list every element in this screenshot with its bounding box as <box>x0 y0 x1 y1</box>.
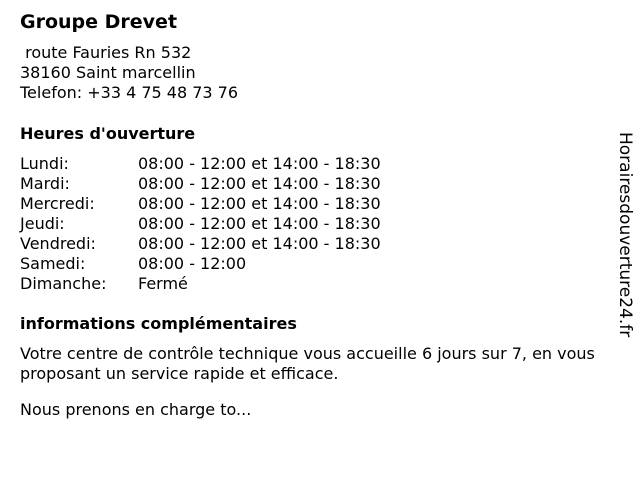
watermark-text: Horairesdouverture24.fr <box>615 132 635 338</box>
day-hours: 08:00 - 12:00 <box>138 254 247 273</box>
day-label: Jeudi: <box>20 214 65 233</box>
page-title: Groupe Drevet <box>20 11 178 33</box>
hours-row-lundi <box>20 154 381 174</box>
day-label: Mercredi: <box>20 194 95 213</box>
address-block <box>20 43 238 103</box>
day-hours: 08:00 - 12:00 et 14:00 - 18:30 <box>138 214 381 233</box>
hours-row-vendredi <box>20 234 381 254</box>
day-hours: 08:00 - 12:00 et 14:00 - 18:30 <box>138 194 381 213</box>
hours-row-samedi <box>20 254 381 274</box>
hours-row-dimanche <box>20 274 381 294</box>
day-hours: 08:00 - 12:00 et 14:00 - 18:30 <box>138 174 381 193</box>
info-truncated-text: Nous prenons en charge to... <box>20 400 252 419</box>
day-hours: Fermé <box>138 274 188 293</box>
address-street: route Fauries Rn 532 <box>20 43 192 62</box>
hours-heading: Heures d'ouverture <box>20 124 196 143</box>
opening-hours-table <box>20 154 381 294</box>
watermark <box>612 132 638 346</box>
phone-number: Telefon: +33 4 75 48 73 76 <box>20 83 239 102</box>
hours-row-mardi <box>20 174 381 194</box>
day-label: Lundi: <box>20 154 69 173</box>
day-hours: 08:00 - 12:00 et 14:00 - 18:30 <box>138 154 381 173</box>
day-label: Dimanche: <box>20 274 107 293</box>
day-label: Samedi: <box>20 254 86 273</box>
address-city: 38160 Saint marcellin <box>20 63 196 82</box>
hours-row-jeudi <box>20 214 381 234</box>
day-label: Mardi: <box>20 174 70 193</box>
info-description: Votre centre de contrôle technique vous accueille 6 jours sur 7, en vous proposant un service rapide et efficace. <box>20 344 595 383</box>
info-heading: informations complémentaires <box>20 314 297 333</box>
hours-row-mercredi <box>20 194 381 214</box>
day-label: Vendredi: <box>20 234 96 253</box>
day-hours: 08:00 - 12:00 et 14:00 - 18:30 <box>138 234 381 253</box>
